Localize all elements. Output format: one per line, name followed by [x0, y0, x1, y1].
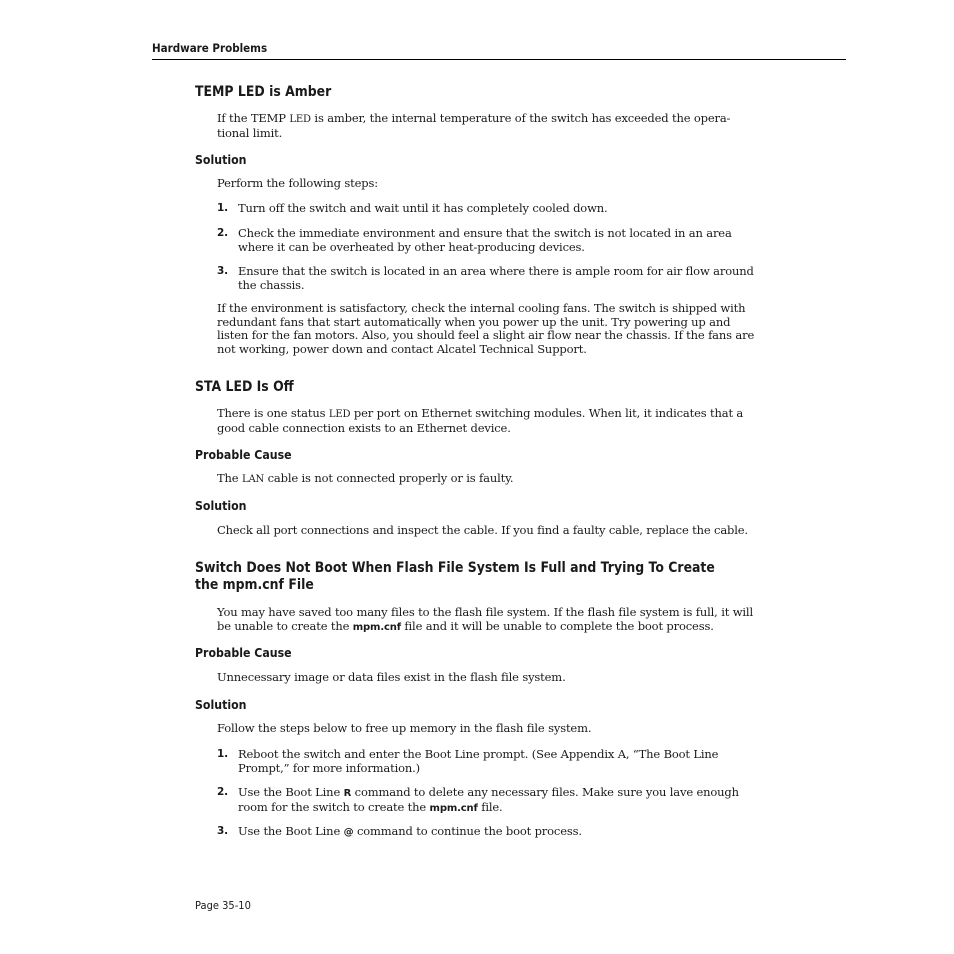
- step-text: Use the Boot Line R command to delete any necessary files. Make sure you lave enough room for the switch to create the mpm.cnf file.: [238, 785, 739, 814]
- sta-solution-text: Check all port connections and inspect the cable. If you find a faulty cable, replace the cable.: [217, 523, 748, 537]
- code-command: @: [343, 827, 354, 838]
- section-heading-flash-full: Switch Does Not Boot When Flash File System Is Full and Trying To Create the mpm.cnf File: [195, 560, 715, 593]
- step-number: 1.: [217, 202, 228, 214]
- flash-intro: You may have saved too many files to the flash file system. If the flash file system is full, it will be unable to create the mpm.cnf file and it will be unable to complete the boot process.: [217, 605, 753, 633]
- sta-led-intro: There is one status LED per port on Ethernet switching modules. When lit, it indicates that a good cable connection exists to an Ethernet device.: [217, 406, 744, 435]
- step-number: 2.: [217, 227, 228, 239]
- sta-cause-text: The LAN cable is not connected properly or is faulty.: [217, 471, 514, 485]
- temp-steps-intro: Perform the following steps:: [217, 176, 378, 190]
- section-heading-sta-led: STA LED Is Off: [195, 379, 294, 395]
- header-title: Hardware Problems: [152, 41, 268, 55]
- temp-closing-paragraph: If the environment is satisfactory, check the internal cooling fans. The switch is shipped with redundant fans that start automatically when you power up the unit. Try powering up and listen for the fan motors. Also, you should feel a slight air flow near the chassis. If the fans are not working, power down and contact Alcatel Technical Support.: [217, 301, 755, 356]
- step-text: Use the Boot Line @ command to continue the boot process.: [238, 824, 582, 838]
- temp-led-intro: If the TEMP LED is amber, the internal temperature of the switch has exceeded the opera-tional limit.: [217, 111, 731, 140]
- step-number: 3.: [217, 265, 228, 277]
- flash-cause-text: Unnecessary image or data files exist in the flash file system.: [217, 670, 566, 684]
- flash-solution-heading: Solution: [195, 697, 247, 712]
- step-text: Ensure that the switch is located in an area where there is ample room for air flow around the chassis.: [238, 264, 754, 292]
- flash-cause-heading: Probable Cause: [195, 645, 292, 660]
- step-text: Check the immediate environment and ensure that the switch is not located in an area where it can be overheated by other heat-producing devices.: [238, 226, 732, 254]
- step-text: Reboot the switch and enter the Boot Line prompt. (See Appendix A, “The Boot Line Prompt,” for more information.): [238, 747, 719, 775]
- step-number: 3.: [217, 825, 228, 837]
- running-header: [152, 40, 846, 60]
- code-command: R: [343, 788, 352, 799]
- sta-solution-heading: Solution: [195, 498, 247, 513]
- page-number: Page 35-10: [195, 899, 251, 912]
- code-filename: mpm.cnf: [429, 802, 478, 814]
- temp-solution-heading: Solution: [195, 152, 247, 167]
- code-filename: mpm.cnf: [352, 621, 401, 633]
- step-number: 2.: [217, 786, 228, 798]
- step-number: 1.: [217, 748, 228, 760]
- sta-cause-heading: Probable Cause: [195, 447, 292, 462]
- section-heading-temp-led: TEMP LED is Amber: [195, 84, 332, 100]
- step-text: Turn off the switch and wait until it has completely cooled down.: [238, 201, 608, 215]
- flash-steps-intro: Follow the steps below to free up memory in the flash file system.: [217, 721, 592, 735]
